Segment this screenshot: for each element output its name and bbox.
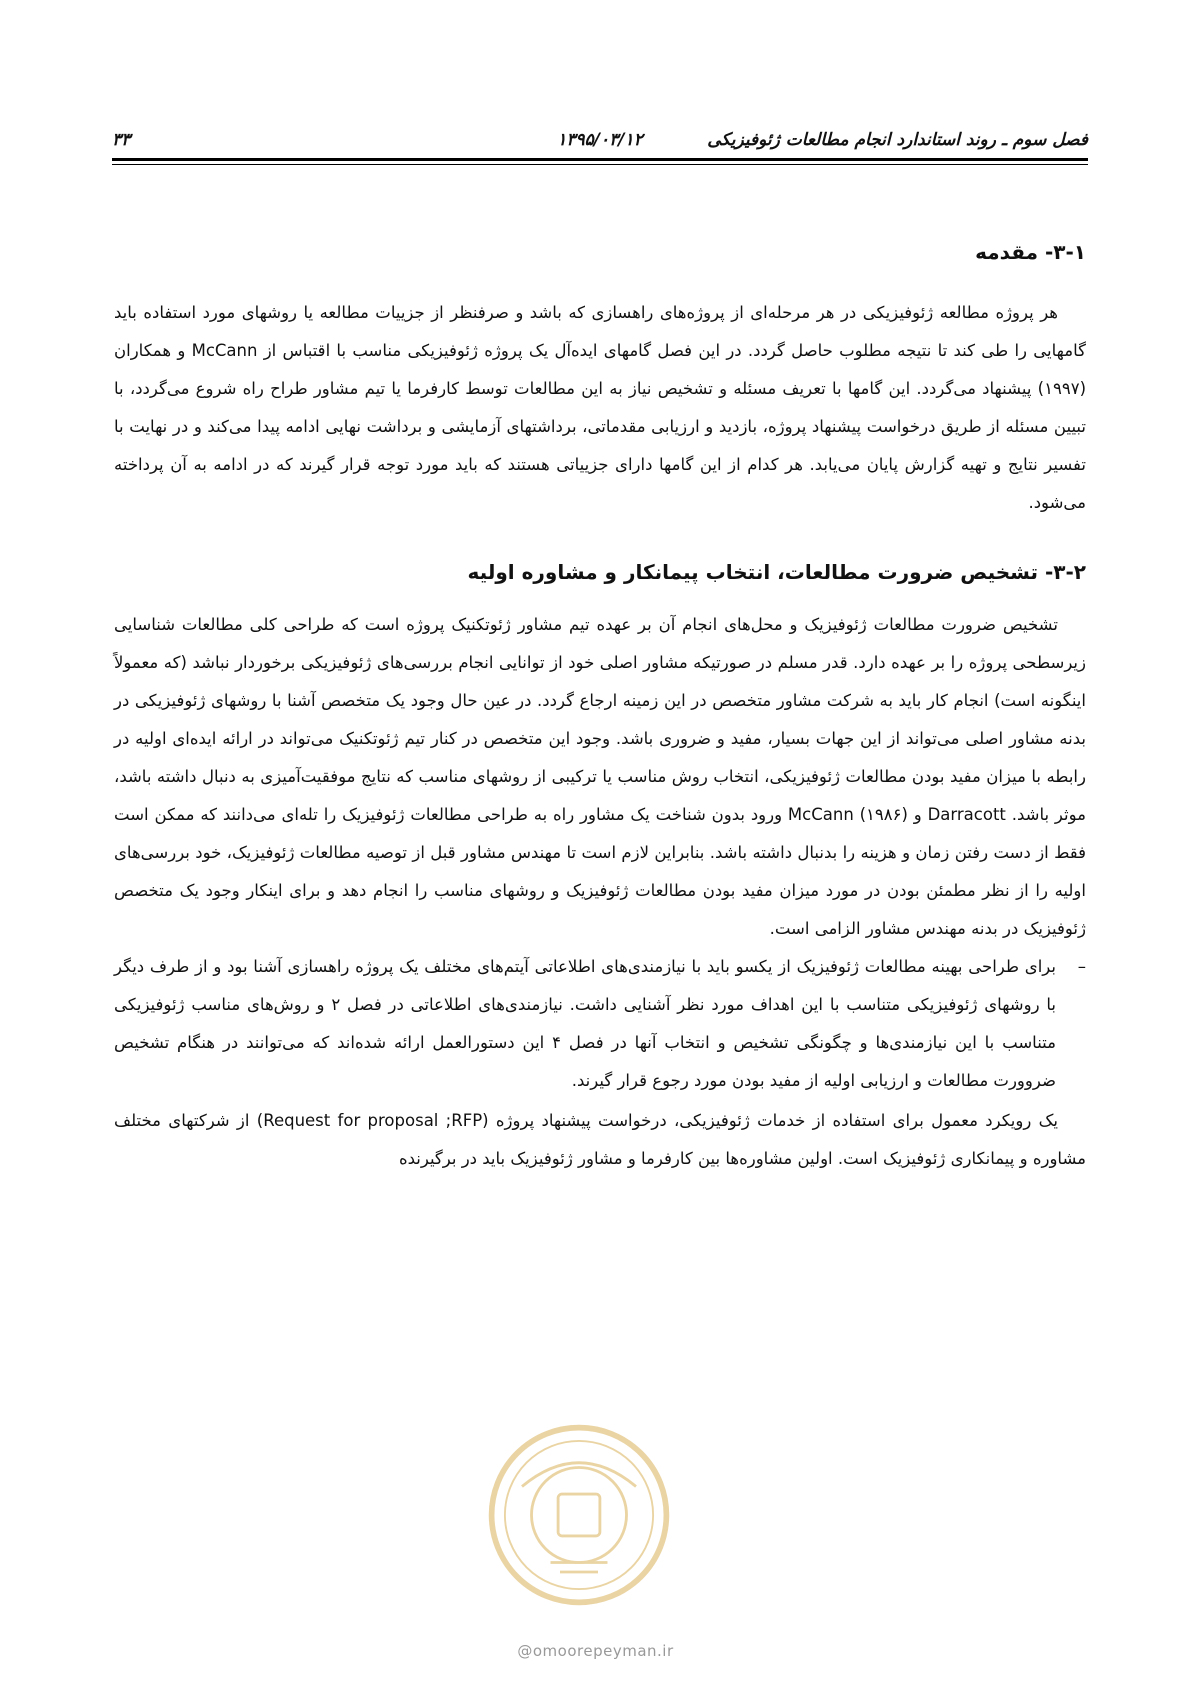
page-header (112, 128, 1088, 158)
necessity-paragraph: تشخیص ضرورت مطالعات ژئوفیزیک و محل‌های انجام آن بر عهده تیم مشاور ژئوتکنیک پروژه است که طراحی کلی مطالعات شناسایی زیرسطحی پروژه را بر عهده دارد. قدر مسلم در صورتیکه مشاور اصلی خود از توانایی انجام بررسی‌های ژئوفیزیکی برخوردار نباشد (که معمولاً اینگونه است) انجام کار باید به شرکت مشاور متخصص در این زمینه ارجاع گردد. در عین حال وجود یک متخصص آشنا با روشهای ژئوفیزیکی در بدنه مشاور اصلی می‌تواند از این جهات بسیار، مفید و ضروری باشد. وجود این متخصص در کنار تیم ژئوتکنیک می‌تواند در ارائه ایده‌ای اولیه در رابطه با میزان مفید بودن مطالعات ژئوفیزیکی، انتخاب روش مناسب یا ترکیبی از روشهای مناسب که نتایج موفقیت‌آمیزی به دنبال داشته باشد، موثر باشد. Darracott و McCann (۱۹۸۶) ورود بدون شناخت یک مشاور راه به طراحی مطالعات ژئوفیزیک را تله‌ای می‌دانند که ممکن است فقط از دست رفتن زمان و هزینه را بدنبال داشته باشد. بنابراین لازم است تا مهندس مشاور قبل از توصیه مطالعات ژئوفیزیک، خود بررسی‌های اولیه را از نظر مطمئن بودن در مورد میزان مفید بودن مطالعات ژئوفیزیک و روشهای مناسب را انجام دهد و برای اینکار وجود یک متخصص ژئوفیزیک در بدنه مهندس مشاور الزامی است. (114, 615, 1086, 938)
section-heading-necessity: ۳-۲- تشخیص ضرورت مطالعات، انتخاب پیمانکار و مشاوره اولیه (467, 560, 1086, 584)
intro-paragraph: هر پروژه مطالعه ژئوفیزیکی در هر مرحله‌ای از پروژه‌های راهسازی که باشد و صرفنظر از جزییات مطالعه یا روشهای مورد استفاده باید گامهایی را طی کند تا نتیجه مطلوب حاصل گردد. در این فصل گامهای ایده‌آل یک پروژه ژئوفیزیکی مناسب با اقتباس از McCann و همکاران (۱۹۹۷) پیشنهاد می‌گردد. این گامها با تعریف مسئله و تشخیص نیاز به این مطالعات توسط کارفرما یا تیم مشاور طراح راه شروع می‌گردد، با تبیین مسئله از طریق درخواست پیشنهاد پروژه، بازدید و ارزیابی مقدماتی، برداشتهای آزمایشی و برداشت نهایی ادامه پیدا می‌کند و در نهایت با تفسیر نتایج و تهیه گزارش پایان می‌یابد. هر کدام از این گامها دارای جزییاتی هستند که باید مورد توجه قرار گیرند که در ادامه به آن پرداخته می‌شود. (114, 303, 1086, 512)
site-footer: @omoorepeyman.ir (517, 1642, 674, 1660)
header-date: ۱۳۹۵/۰۳/۱۲ (557, 130, 643, 150)
seal-watermark-icon (484, 1420, 674, 1610)
header-rule-thick (112, 158, 1088, 161)
header-rule-thin (112, 164, 1088, 165)
bullet-item (114, 948, 1086, 1100)
chapter-title: فصل سوم ـ روند استاندارد انجام مطالعات ژئوفیزیکی (707, 130, 1088, 150)
bullet-text: برای طراحی بهینه مطالعات ژئوفیزیک از یکسو باید با نیازمندی‌های اطلاعاتی آیتم‌های مختلف یک پروژه راهسازی آشنا بود و از طرف دیگر با روشهای ژئوفیزیکی متناسب با این اهداف مورد نظر آشنایی داشت. نیازمندی‌های اطلاعاتی در فصل ۲ و روش‌های مناسب ژئوفیزیکی متناسب با این نیازمندی‌ها و چگونگی تشخیص و انتخاب آنها در فصل ۴ این دستورالعمل ارائه شده‌اند که می‌توانند در هنگام تشخیص ضروورت مطالعات و ارزیابی اولیه از مفید بودن مورد رجوع قرار گیرند. (114, 957, 1057, 1090)
bullet-marker: – (1077, 957, 1086, 976)
rfp-paragraph: یک رویکرد معمول برای استفاده از خدمات ژئوفیزیکی، درخواست پیشنهاد پروژه (Request for proposal ;RFP) از شرکتهای مختلف مشاوره و پیمانکاری ژئوفیزیک است. اولین مشاوره‌ها بین کارفرما و مشاور ژئوفیزیک باید در برگیرنده (114, 1111, 1086, 1168)
page-number: ۳۳ (112, 130, 131, 150)
page-content (114, 240, 1086, 1178)
section-heading-intro: ۳-۱- مقدمه (975, 240, 1086, 264)
